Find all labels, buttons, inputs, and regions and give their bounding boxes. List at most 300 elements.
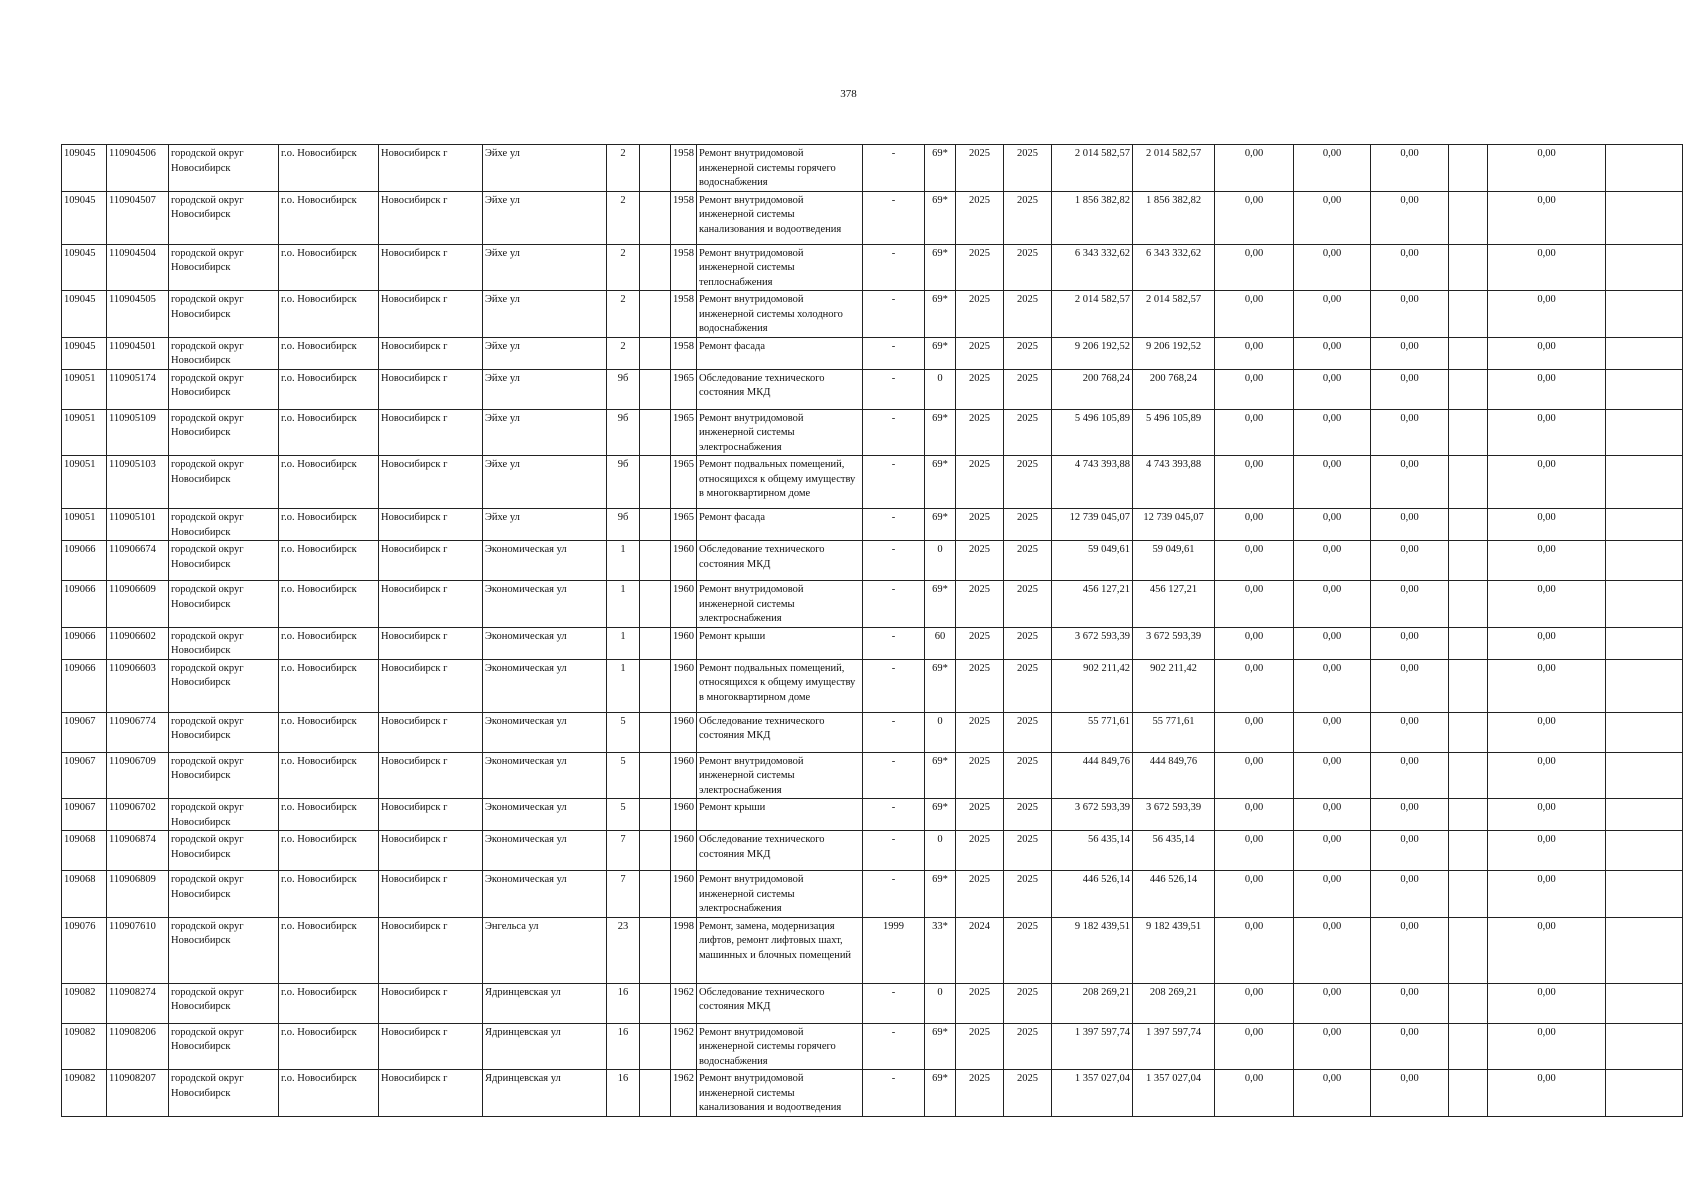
cell-street: Экономическая ул (483, 627, 607, 659)
cell-work-id: 110906609 (107, 581, 169, 628)
cell-object-id: 109051 (62, 409, 107, 456)
cell-regional-funds: 0,00 (1294, 659, 1371, 712)
cell-notes (1606, 712, 1683, 752)
cell-wear-percent: 0 (925, 831, 956, 871)
table-row (62, 831, 1683, 871)
cell-work-type: Ремонт внутридомовой инженерной системы холодного водоснабжения (697, 291, 863, 338)
cell-local-funds: 0,00 (1371, 799, 1449, 831)
cell-street: Экономическая ул (483, 799, 607, 831)
cell-building-letter (640, 1070, 671, 1117)
cell-total-cost: 456 127,21 (1052, 581, 1133, 628)
cell-street: Экономическая ул (483, 659, 607, 712)
cell-object-id: 109068 (62, 831, 107, 871)
cell-house-number: 2 (607, 244, 640, 291)
table-row (62, 244, 1683, 291)
cell-other-funds-blank (1449, 456, 1488, 509)
cell-municipal-district: г.о. Новосибирск (279, 917, 379, 983)
cell-street: Эйхе ул (483, 191, 607, 244)
cell-other-funds-blank (1449, 291, 1488, 338)
cell-wear-percent: 69* (925, 509, 956, 541)
cell-last-repair-year: - (863, 541, 925, 581)
cell-street: Ядринцевская ул (483, 1023, 607, 1070)
cell-regional-funds: 0,00 (1294, 983, 1371, 1023)
cell-fund-cost: 200 768,24 (1133, 369, 1215, 409)
cell-work-id: 110906774 (107, 712, 169, 752)
cell-total-cost: 3 672 593,39 (1052, 627, 1133, 659)
cell-wear-percent: 69* (925, 191, 956, 244)
cell-year-built: 1958 (671, 191, 697, 244)
cell-work-id: 110905174 (107, 369, 169, 409)
cell-local-funds: 0,00 (1371, 1023, 1449, 1070)
cell-wear-percent: 0 (925, 369, 956, 409)
cell-federal-funds: 0,00 (1215, 369, 1294, 409)
cell-building-letter (640, 541, 671, 581)
cell-building-letter (640, 871, 671, 918)
cell-year-built: 1958 (671, 244, 697, 291)
cell-federal-funds: 0,00 (1215, 244, 1294, 291)
cell-total-cost: 2 014 582,57 (1052, 145, 1133, 192)
cell-house-number: 7 (607, 831, 640, 871)
cell-other-funds-blank (1449, 581, 1488, 628)
cell-house-number: 5 (607, 712, 640, 752)
cell-total-cost: 5 496 105,89 (1052, 409, 1133, 456)
cell-work-id: 110906603 (107, 659, 169, 712)
cell-last-repair-year: - (863, 145, 925, 192)
cell-notes (1606, 541, 1683, 581)
cell-plan-end-year: 2025 (1004, 145, 1052, 192)
cell-notes (1606, 871, 1683, 918)
cell-work-type: Ремонт внутридомовой инженерной системы теплоснабжения (697, 244, 863, 291)
cell-work-id: 110906702 (107, 799, 169, 831)
cell-municipal-district: г.о. Новосибирск (279, 831, 379, 871)
cell-street: Эйхе ул (483, 409, 607, 456)
cell-settlement: Новосибирск г (379, 581, 483, 628)
cell-municipal-district: г.о. Новосибирск (279, 191, 379, 244)
cell-local-funds: 0,00 (1371, 917, 1449, 983)
cell-wear-percent: 60 (925, 627, 956, 659)
cell-municipality: городской округ Новосибирск (169, 917, 279, 983)
cell-plan-end-year: 2025 (1004, 581, 1052, 628)
cell-work-type: Ремонт, замена, модернизация лифтов, ремонт лифтовых шахт, машинных и блочных помещений (697, 917, 863, 983)
cell-last-repair-year: - (863, 627, 925, 659)
cell-notes (1606, 409, 1683, 456)
cell-owner-funds: 0,00 (1488, 659, 1606, 712)
cell-building-letter (640, 1023, 671, 1070)
cell-other-funds-blank (1449, 752, 1488, 799)
cell-fund-cost: 5 496 105,89 (1133, 409, 1215, 456)
cell-work-id: 110906602 (107, 627, 169, 659)
cell-total-cost: 6 343 332,62 (1052, 244, 1133, 291)
cell-work-id: 110904506 (107, 145, 169, 192)
cell-notes (1606, 244, 1683, 291)
cell-plan-start-year: 2025 (956, 799, 1004, 831)
cell-year-built: 1958 (671, 145, 697, 192)
cell-plan-end-year: 2025 (1004, 799, 1052, 831)
cell-plan-end-year: 2025 (1004, 627, 1052, 659)
cell-plan-end-year: 2025 (1004, 509, 1052, 541)
cell-municipal-district: г.о. Новосибирск (279, 871, 379, 918)
cell-plan-end-year: 2025 (1004, 191, 1052, 244)
cell-municipal-district: г.о. Новосибирск (279, 541, 379, 581)
cell-plan-end-year: 2025 (1004, 871, 1052, 918)
cell-wear-percent: 69* (925, 799, 956, 831)
cell-last-repair-year: - (863, 1070, 925, 1117)
cell-work-id: 110904507 (107, 191, 169, 244)
cell-notes (1606, 917, 1683, 983)
cell-local-funds: 0,00 (1371, 659, 1449, 712)
cell-owner-funds: 0,00 (1488, 244, 1606, 291)
cell-municipal-district: г.о. Новосибирск (279, 581, 379, 628)
cell-owner-funds: 0,00 (1488, 291, 1606, 338)
cell-house-number: 1 (607, 627, 640, 659)
cell-notes (1606, 291, 1683, 338)
cell-plan-start-year: 2025 (956, 983, 1004, 1023)
cell-municipal-district: г.о. Новосибирск (279, 799, 379, 831)
cell-regional-funds: 0,00 (1294, 191, 1371, 244)
cell-settlement: Новосибирск г (379, 1023, 483, 1070)
cell-year-built: 1960 (671, 799, 697, 831)
cell-fund-cost: 1 397 597,74 (1133, 1023, 1215, 1070)
cell-municipal-district: г.о. Новосибирск (279, 456, 379, 509)
cell-year-built: 1960 (671, 659, 697, 712)
cell-other-funds-blank (1449, 712, 1488, 752)
cell-local-funds: 0,00 (1371, 752, 1449, 799)
cell-notes (1606, 581, 1683, 628)
cell-federal-funds: 0,00 (1215, 627, 1294, 659)
cell-object-id: 109045 (62, 145, 107, 192)
table-row (62, 983, 1683, 1023)
cell-last-repair-year: - (863, 712, 925, 752)
cell-local-funds: 0,00 (1371, 509, 1449, 541)
cell-last-repair-year: - (863, 659, 925, 712)
cell-object-id: 109051 (62, 369, 107, 409)
cell-wear-percent: 69* (925, 291, 956, 338)
cell-total-cost: 59 049,61 (1052, 541, 1133, 581)
cell-work-type: Обследование технического состояния МКД (697, 712, 863, 752)
cell-other-funds-blank (1449, 799, 1488, 831)
cell-plan-start-year: 2025 (956, 409, 1004, 456)
cell-federal-funds: 0,00 (1215, 191, 1294, 244)
cell-settlement: Новосибирск г (379, 983, 483, 1023)
table-row (62, 1023, 1683, 1070)
cell-municipal-district: г.о. Новосибирск (279, 627, 379, 659)
cell-local-funds: 0,00 (1371, 369, 1449, 409)
cell-fund-cost: 9 206 192,52 (1133, 337, 1215, 369)
cell-year-built: 1962 (671, 1070, 697, 1117)
cell-house-number: 23 (607, 917, 640, 983)
cell-fund-cost: 9 182 439,51 (1133, 917, 1215, 983)
cell-building-letter (640, 831, 671, 871)
cell-municipal-district: г.о. Новосибирск (279, 659, 379, 712)
cell-settlement: Новосибирск г (379, 799, 483, 831)
cell-house-number: 7 (607, 871, 640, 918)
cell-municipality: городской округ Новосибирск (169, 752, 279, 799)
cell-last-repair-year: - (863, 871, 925, 918)
cell-local-funds: 0,00 (1371, 983, 1449, 1023)
table-row (62, 712, 1683, 752)
cell-plan-end-year: 2025 (1004, 917, 1052, 983)
cell-federal-funds: 0,00 (1215, 541, 1294, 581)
cell-settlement: Новосибирск г (379, 337, 483, 369)
cell-settlement: Новосибирск г (379, 752, 483, 799)
cell-building-letter (640, 191, 671, 244)
cell-federal-funds: 0,00 (1215, 409, 1294, 456)
table-row (62, 291, 1683, 338)
cell-year-built: 1998 (671, 917, 697, 983)
cell-year-built: 1965 (671, 409, 697, 456)
cell-plan-end-year: 2025 (1004, 659, 1052, 712)
cell-work-id: 110905109 (107, 409, 169, 456)
cell-owner-funds: 0,00 (1488, 409, 1606, 456)
cell-street: Ядринцевская ул (483, 983, 607, 1023)
cell-regional-funds: 0,00 (1294, 871, 1371, 918)
cell-building-letter (640, 509, 671, 541)
cell-regional-funds: 0,00 (1294, 145, 1371, 192)
cell-fund-cost: 59 049,61 (1133, 541, 1215, 581)
cell-regional-funds: 0,00 (1294, 541, 1371, 581)
cell-year-built: 1960 (671, 831, 697, 871)
cell-local-funds: 0,00 (1371, 456, 1449, 509)
cell-plan-start-year: 2025 (956, 291, 1004, 338)
cell-wear-percent: 69* (925, 581, 956, 628)
cell-house-number: 16 (607, 1023, 640, 1070)
cell-fund-cost: 12 739 045,07 (1133, 509, 1215, 541)
cell-plan-end-year: 2025 (1004, 1023, 1052, 1070)
cell-total-cost: 56 435,14 (1052, 831, 1133, 871)
cell-notes (1606, 1070, 1683, 1117)
cell-house-number: 16 (607, 983, 640, 1023)
cell-municipal-district: г.о. Новосибирск (279, 752, 379, 799)
cell-street: Эйхе ул (483, 369, 607, 409)
cell-other-funds-blank (1449, 871, 1488, 918)
cell-wear-percent: 33* (925, 917, 956, 983)
cell-federal-funds: 0,00 (1215, 659, 1294, 712)
cell-regional-funds: 0,00 (1294, 244, 1371, 291)
cell-house-number: 9б (607, 369, 640, 409)
cell-settlement: Новосибирск г (379, 291, 483, 338)
cell-federal-funds: 0,00 (1215, 509, 1294, 541)
cell-regional-funds: 0,00 (1294, 456, 1371, 509)
cell-settlement: Новосибирск г (379, 191, 483, 244)
cell-notes (1606, 509, 1683, 541)
cell-municipality: городской округ Новосибирск (169, 244, 279, 291)
cell-house-number: 2 (607, 191, 640, 244)
cell-fund-cost: 3 672 593,39 (1133, 799, 1215, 831)
cell-owner-funds: 0,00 (1488, 627, 1606, 659)
cell-regional-funds: 0,00 (1294, 1023, 1371, 1070)
cell-last-repair-year: - (863, 831, 925, 871)
cell-regional-funds: 0,00 (1294, 831, 1371, 871)
cell-local-funds: 0,00 (1371, 291, 1449, 338)
cell-last-repair-year: - (863, 581, 925, 628)
cell-fund-cost: 208 269,21 (1133, 983, 1215, 1023)
cell-plan-end-year: 2025 (1004, 291, 1052, 338)
cell-local-funds: 0,00 (1371, 581, 1449, 628)
cell-fund-cost: 6 343 332,62 (1133, 244, 1215, 291)
cell-building-letter (640, 627, 671, 659)
cell-plan-start-year: 2025 (956, 712, 1004, 752)
cell-total-cost: 446 526,14 (1052, 871, 1133, 918)
cell-fund-cost: 444 849,76 (1133, 752, 1215, 799)
cell-plan-start-year: 2025 (956, 337, 1004, 369)
cell-total-cost: 3 672 593,39 (1052, 799, 1133, 831)
cell-federal-funds: 0,00 (1215, 831, 1294, 871)
cell-year-built: 1965 (671, 456, 697, 509)
cell-federal-funds: 0,00 (1215, 337, 1294, 369)
cell-municipal-district: г.о. Новосибирск (279, 983, 379, 1023)
cell-notes (1606, 831, 1683, 871)
cell-fund-cost: 456 127,21 (1133, 581, 1215, 628)
cell-federal-funds: 0,00 (1215, 145, 1294, 192)
cell-total-cost: 200 768,24 (1052, 369, 1133, 409)
table-body (62, 145, 1683, 1117)
cell-fund-cost: 55 771,61 (1133, 712, 1215, 752)
cell-work-id: 110906709 (107, 752, 169, 799)
table-row (62, 799, 1683, 831)
cell-building-letter (640, 244, 671, 291)
cell-work-type: Ремонт крыши (697, 799, 863, 831)
cell-object-id: 109082 (62, 983, 107, 1023)
table-row (62, 1070, 1683, 1117)
cell-local-funds: 0,00 (1371, 627, 1449, 659)
cell-work-type: Обследование технического состояния МКД (697, 831, 863, 871)
cell-street: Экономическая ул (483, 581, 607, 628)
cell-local-funds: 0,00 (1371, 831, 1449, 871)
cell-work-type: Ремонт внутридомовой инженерной системы горячего водоснабжения (697, 145, 863, 192)
cell-work-type: Ремонт внутридомовой инженерной системы электроснабжения (697, 409, 863, 456)
cell-last-repair-year: - (863, 1023, 925, 1070)
cell-total-cost: 4 743 393,88 (1052, 456, 1133, 509)
cell-object-id: 109045 (62, 244, 107, 291)
cell-object-id: 109045 (62, 191, 107, 244)
cell-building-letter (640, 983, 671, 1023)
cell-work-id: 110906674 (107, 541, 169, 581)
cell-work-type: Обследование технического состояния МКД (697, 369, 863, 409)
cell-last-repair-year: - (863, 752, 925, 799)
cell-building-letter (640, 799, 671, 831)
cell-federal-funds: 0,00 (1215, 871, 1294, 918)
cell-settlement: Новосибирск г (379, 145, 483, 192)
cell-municipal-district: г.о. Новосибирск (279, 409, 379, 456)
cell-owner-funds: 0,00 (1488, 871, 1606, 918)
cell-other-funds-blank (1449, 191, 1488, 244)
cell-federal-funds: 0,00 (1215, 983, 1294, 1023)
cell-object-id: 109066 (62, 659, 107, 712)
cell-house-number: 2 (607, 145, 640, 192)
cell-wear-percent: 69* (925, 871, 956, 918)
cell-house-number: 1 (607, 581, 640, 628)
table-row (62, 456, 1683, 509)
cell-plan-start-year: 2025 (956, 145, 1004, 192)
cell-year-built: 1962 (671, 983, 697, 1023)
cell-owner-funds: 0,00 (1488, 712, 1606, 752)
cell-building-letter (640, 917, 671, 983)
cell-year-built: 1958 (671, 337, 697, 369)
cell-settlement: Новосибирск г (379, 659, 483, 712)
cell-street: Экономическая ул (483, 712, 607, 752)
cell-notes (1606, 659, 1683, 712)
cell-plan-start-year: 2024 (956, 917, 1004, 983)
cell-settlement: Новосибирск г (379, 369, 483, 409)
cell-building-letter (640, 145, 671, 192)
cell-work-type: Ремонт внутридомовой инженерной системы электроснабжения (697, 752, 863, 799)
cell-fund-cost: 1 856 382,82 (1133, 191, 1215, 244)
cell-work-id: 110908207 (107, 1070, 169, 1117)
cell-fund-cost: 2 014 582,57 (1133, 145, 1215, 192)
cell-plan-start-year: 2025 (956, 627, 1004, 659)
cell-work-type: Ремонт крыши (697, 627, 863, 659)
cell-regional-funds: 0,00 (1294, 712, 1371, 752)
cell-regional-funds: 0,00 (1294, 337, 1371, 369)
cell-regional-funds: 0,00 (1294, 917, 1371, 983)
cell-object-id: 109068 (62, 871, 107, 918)
cell-municipality: городской округ Новосибирск (169, 337, 279, 369)
cell-federal-funds: 0,00 (1215, 291, 1294, 338)
cell-plan-start-year: 2025 (956, 541, 1004, 581)
cell-municipality: городской округ Новосибирск (169, 871, 279, 918)
cell-wear-percent: 69* (925, 337, 956, 369)
cell-municipality: городской округ Новосибирск (169, 409, 279, 456)
cell-street: Экономическая ул (483, 541, 607, 581)
cell-local-funds: 0,00 (1371, 145, 1449, 192)
cell-notes (1606, 983, 1683, 1023)
cell-work-id: 110904501 (107, 337, 169, 369)
cell-object-id: 109066 (62, 581, 107, 628)
cell-other-funds-blank (1449, 337, 1488, 369)
cell-object-id: 109051 (62, 509, 107, 541)
cell-object-id: 109067 (62, 799, 107, 831)
cell-fund-cost: 2 014 582,57 (1133, 291, 1215, 338)
cell-year-built: 1960 (671, 712, 697, 752)
cell-street: Эйхе ул (483, 145, 607, 192)
cell-municipal-district: г.о. Новосибирск (279, 1070, 379, 1117)
cell-building-letter (640, 712, 671, 752)
cell-municipal-district: г.о. Новосибирск (279, 337, 379, 369)
table-row (62, 191, 1683, 244)
cell-plan-start-year: 2025 (956, 831, 1004, 871)
cell-other-funds-blank (1449, 659, 1488, 712)
cell-work-id: 110905103 (107, 456, 169, 509)
page-number: 378 (840, 88, 857, 100)
cell-last-repair-year: 1999 (863, 917, 925, 983)
cell-municipality: городской округ Новосибирск (169, 1023, 279, 1070)
cell-other-funds-blank (1449, 917, 1488, 983)
cell-notes (1606, 369, 1683, 409)
cell-federal-funds: 0,00 (1215, 581, 1294, 628)
cell-work-id: 110906874 (107, 831, 169, 871)
cell-regional-funds: 0,00 (1294, 509, 1371, 541)
cell-work-type: Ремонт внутридомовой инженерной системы канализования и водоотведения (697, 1070, 863, 1117)
cell-object-id: 109045 (62, 337, 107, 369)
cell-work-id: 110905101 (107, 509, 169, 541)
cell-settlement: Новосибирск г (379, 456, 483, 509)
cell-local-funds: 0,00 (1371, 541, 1449, 581)
cell-total-cost: 1 357 027,04 (1052, 1070, 1133, 1117)
cell-total-cost: 1 397 597,74 (1052, 1023, 1133, 1070)
cell-building-letter (640, 752, 671, 799)
cell-building-letter (640, 369, 671, 409)
cell-object-id: 109082 (62, 1070, 107, 1117)
cell-building-letter (640, 456, 671, 509)
cell-year-built: 1965 (671, 509, 697, 541)
cell-federal-funds: 0,00 (1215, 917, 1294, 983)
cell-house-number: 5 (607, 799, 640, 831)
cell-work-type: Ремонт фасада (697, 337, 863, 369)
cell-total-cost: 9 206 192,52 (1052, 337, 1133, 369)
cell-work-type: Ремонт внутридомовой инженерной системы горячего водоснабжения (697, 1023, 863, 1070)
cell-other-funds-blank (1449, 1070, 1488, 1117)
cell-house-number: 5 (607, 752, 640, 799)
